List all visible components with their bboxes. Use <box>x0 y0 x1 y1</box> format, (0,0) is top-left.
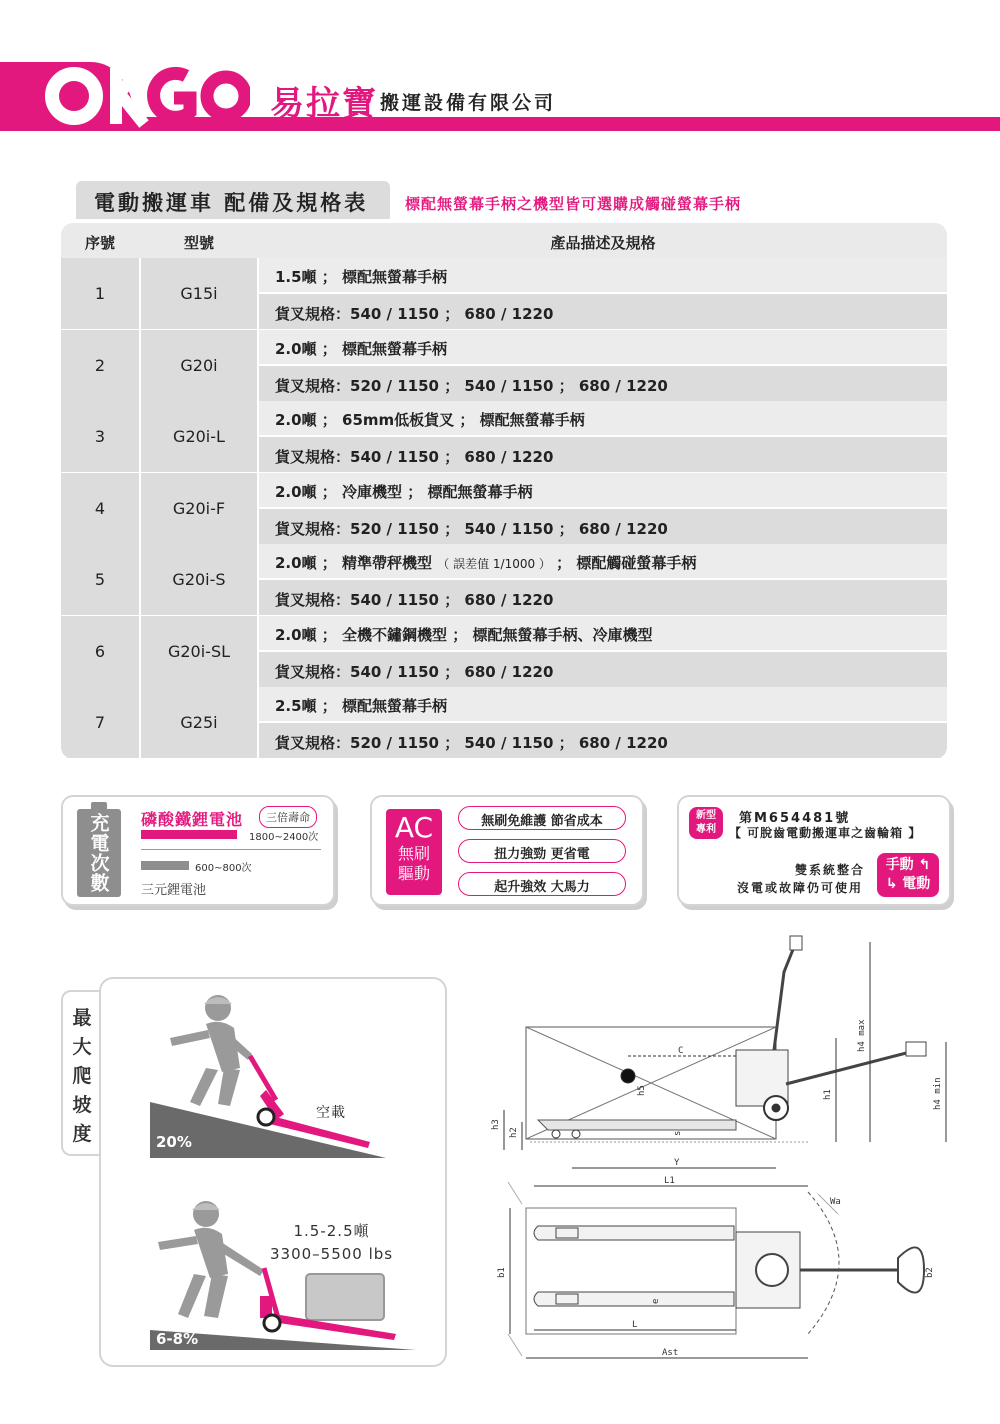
section-note: 標配無螢幕手柄之機型皆可選購成觸碰螢幕手柄 <box>405 195 742 213</box>
dim-label: Y <box>674 1158 680 1168</box>
dim-label: h4 max <box>857 1019 867 1052</box>
dim-label: s <box>673 1130 683 1136</box>
table-header <box>61 223 947 258</box>
manual-electric-badge <box>877 853 939 897</box>
forward-arrow-icon: ↳ <box>885 876 903 892</box>
dim-label: C <box>678 1046 684 1056</box>
header-no: 序號 <box>84 234 115 252</box>
row-model: G20i-L <box>141 401 257 472</box>
center-of-gravity-icon <box>621 1069 635 1083</box>
ternary-label: 三元鋰電池 <box>141 883 207 898</box>
row-desc: 2.0噸 ； 標配無螢幕手柄 <box>259 330 947 364</box>
dual-system-line2: 沒電或故障仍可使用 <box>737 881 864 895</box>
load-weight-lbs: 3300–5500 lbs <box>270 1245 394 1263</box>
patent-feature-box <box>677 795 951 906</box>
row-fork-spec: 貨叉規格：520 / 1150 ； 540 / 1150 ； 680 / 1220 <box>259 366 947 401</box>
fork-side <box>538 1120 736 1130</box>
row-fork-spec: 貨叉規格：520 / 1150 ； 540 / 1150 ； 680 / 1220 <box>259 509 947 544</box>
pallet-truck-loaded <box>260 1268 396 1340</box>
row-desc: 2.0噸 ； 65mm低板貨叉 ； 標配無螢幕手柄 <box>259 401 947 435</box>
row-no: 1 <box>61 258 139 329</box>
worker-icon-loaded <box>158 1201 264 1318</box>
row-model: G15i <box>141 258 257 329</box>
max-slope-tab <box>61 990 101 1156</box>
lfp-cycles: 1800~2400次 <box>249 832 319 843</box>
patent-desc: 【 可脫齒電動搬運車之齒輪箱 】 <box>729 826 922 840</box>
slope-tab-char: 大 <box>72 1036 92 1058</box>
row-desc: 2.0噸 ； 冷庫機型 ； 標配無螢幕手柄 <box>259 473 947 507</box>
ac-feature-pill: 扭力強勁 更省電 <box>458 839 626 863</box>
table-row <box>61 401 947 472</box>
spec-table <box>61 223 947 759</box>
slope-tab-char: 爬 <box>72 1065 92 1087</box>
new-patent-badge <box>689 807 723 839</box>
header-model: 型號 <box>183 234 214 252</box>
dim-label: h4 min <box>933 1077 943 1110</box>
dual-system-line1: 雙系統整合 <box>795 863 866 877</box>
empty-load-label: 空載 <box>316 1105 346 1121</box>
divider <box>141 849 321 850</box>
ternary-cycle-bar <box>141 861 189 870</box>
header-desc: 產品描述及規格 <box>550 234 656 252</box>
dim-label: h5 <box>637 1085 647 1096</box>
dim-label: b1 <box>497 1267 507 1278</box>
ac-drive-badge <box>386 809 442 895</box>
row-fork-spec: 貨叉規格：540 / 1150 ； 680 / 1220 <box>259 580 947 615</box>
slope-tab-char: 度 <box>72 1123 92 1145</box>
return-arrow-icon: ↰ <box>913 857 931 873</box>
row-model: G20i-F <box>141 473 257 544</box>
row-no: 6 <box>61 616 139 687</box>
row-desc-main: 2.0噸 ； 精準帶秤機型 <box>275 554 433 572</box>
tiller-top-handle <box>898 1247 924 1292</box>
ac-line1: 無刷 <box>397 844 430 863</box>
dim-label: Wa <box>830 1197 841 1207</box>
dimension-drawing <box>478 932 968 1372</box>
cargo-box <box>306 1274 384 1320</box>
row-no: 3 <box>61 401 139 472</box>
row-desc <box>259 544 947 578</box>
ternary-cycles: 600~800次 <box>195 863 252 874</box>
table-row <box>61 544 947 615</box>
dim-label: h3 <box>491 1119 501 1130</box>
okgo-logo <box>40 62 250 142</box>
lfp-title: 磷酸鐵鋰電池 <box>141 810 244 829</box>
lfp-badge: 三倍壽命 <box>259 806 317 828</box>
slope-tab-char: 最 <box>72 1007 92 1029</box>
electric-label: 電動 <box>902 876 931 892</box>
dim-label: L <box>632 1320 638 1330</box>
row-fork-spec: 貨叉規格：520 / 1150 ； 540 / 1150 ； 680 / 1220 <box>259 723 947 758</box>
manual-label: 手動 <box>885 857 914 873</box>
row-model: G20i-SL <box>141 616 257 687</box>
ac-drive-feature-box <box>370 795 644 906</box>
row-no: 5 <box>61 544 139 615</box>
row-desc-handle: ； 標配觸碰螢幕手柄 <box>556 554 697 572</box>
row-model: G25i <box>141 687 257 758</box>
lfp-cycle-bar <box>141 830 237 839</box>
ac-feature-pill: 無刷免維護 節省成本 <box>458 806 626 830</box>
ac-feature-pill: 起升強效 大馬力 <box>458 872 626 896</box>
row-fork-spec: 貨叉規格：540 / 1150 ； 680 / 1220 <box>259 652 947 687</box>
battery-feature-box <box>61 795 335 906</box>
badge-line2: 專利 <box>696 824 716 835</box>
row-fork-spec: 貨叉規格：540 / 1150 ； 680 / 1220 <box>259 294 947 329</box>
table-row <box>61 473 947 544</box>
brand-company-name: 搬運設備有限公司 <box>380 92 557 114</box>
dim-label: Ast <box>662 1348 679 1358</box>
table-row <box>61 616 947 687</box>
row-no: 7 <box>61 687 139 758</box>
row-no: 2 <box>61 330 139 401</box>
slope-illustration <box>100 978 446 1366</box>
dim-label: h2 <box>509 1127 519 1138</box>
patent-number: 第M654481號 <box>739 811 851 826</box>
load-weight: 1.5-2.5噸 <box>293 1222 370 1240</box>
tiller-arm-lowered <box>786 1050 918 1084</box>
turning-radius <box>808 1192 839 1334</box>
row-fork-spec: 貨叉規格：540 / 1150 ； 680 / 1220 <box>259 437 947 472</box>
ac-line2: 驅動 <box>397 864 430 883</box>
table-row <box>61 687 947 758</box>
section-title: 電動搬運車 配備及規格表 <box>76 181 390 219</box>
row-no: 4 <box>61 473 139 544</box>
row-desc-tolerance: （ 誤差值 1/1000 ） <box>437 557 551 571</box>
battery-icon: 充電次數 <box>77 809 121 897</box>
brand-name-cn: 易拉寶 <box>270 84 378 124</box>
row-desc: 2.0噸 ； 全機不鏽鋼機型 ； 標配無螢幕手柄、冷庫機型 <box>259 616 947 650</box>
worker-icon-empty <box>170 995 252 1106</box>
row-desc: 2.5噸 ； 標配無螢幕手柄 <box>259 687 947 721</box>
dim-label: b2 <box>925 1267 935 1278</box>
dim-label: h1 <box>823 1089 833 1100</box>
ac-label: AC <box>394 811 434 844</box>
row-desc: 1.5噸 ； 標配無螢幕手柄 <box>259 258 947 292</box>
empty-slope-percent: 20% <box>156 1133 192 1151</box>
tiller-arm <box>774 942 796 1050</box>
row-model: G20i-S <box>141 544 257 615</box>
load-label <box>270 1220 393 1266</box>
table-row <box>61 330 947 401</box>
row-model: G20i <box>141 330 257 401</box>
loaded-slope-percent: 6-8% <box>156 1330 199 1348</box>
badge-line1: 新型 <box>696 810 716 821</box>
slope-tab-char: 坡 <box>72 1094 92 1116</box>
tiller-head <box>790 936 802 950</box>
dim-label: L1 <box>664 1176 675 1186</box>
table-row <box>61 258 947 329</box>
dim-label: e <box>651 1298 661 1304</box>
